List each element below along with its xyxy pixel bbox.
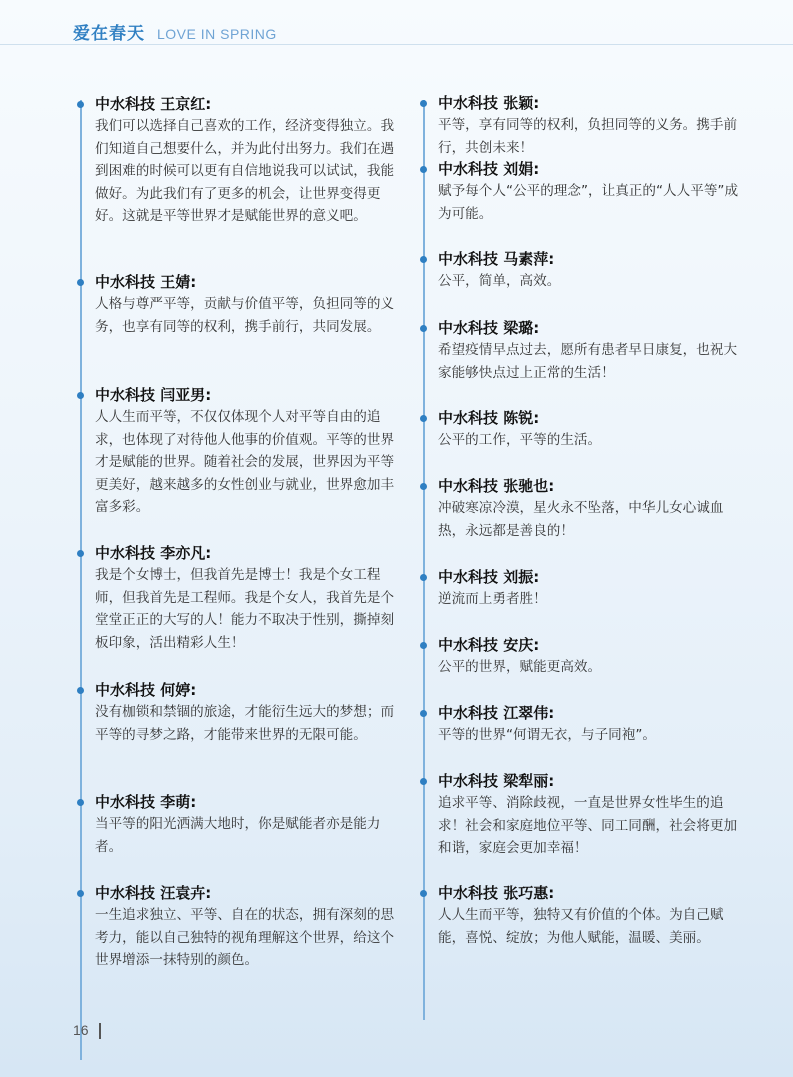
entry-text: 追求平等、消除歧视，一直是世界女性毕生的追求！社会和家庭地位平等、同工同酬，社会将更加和谐，家庭会更加幸福！ — [438, 795, 738, 856]
bullet-dot — [420, 483, 427, 490]
entry-text: 我们可以选择自己喜欢的工作，经济变得独立。我们知道自己想要什么，并为此付出努力。我们在遇到困难的时候可以更有自信地说我可以试试，我能做好。为此我们有了更多的机会，让世界变得更好。这就是平等世界才是赋能世界的意义吧。 — [95, 118, 395, 224]
list-item — [438, 407, 748, 452]
entry-name: 中水科技 梁璐: — [438, 319, 540, 337]
entry-text: 逆流而上勇者胜！ — [438, 591, 547, 607]
bullet-dot — [77, 392, 84, 399]
entry-name: 中水科技 王婧: — [95, 273, 197, 291]
page-header — [73, 19, 277, 44]
entry-name: 中水科技 何婷: — [95, 681, 197, 699]
bullet-dot — [420, 325, 427, 332]
list-item — [95, 679, 405, 746]
timeline-line — [423, 100, 425, 1020]
entry-name: 中水科技 王京红: — [95, 95, 212, 113]
list-item — [438, 702, 748, 747]
list-item — [95, 542, 405, 654]
bullet-dot — [420, 415, 427, 422]
bullet-dot — [77, 890, 84, 897]
entry-name: 中水科技 李亦凡: — [95, 544, 212, 562]
bullet-dot — [77, 799, 84, 806]
entry-text: 赋予每个人“公平的理念”，让真正的“人人平等”成为可能。 — [438, 183, 739, 222]
header-title-en: LOVE IN SPRING — [157, 26, 277, 42]
entry-text: 当平等的阳光洒满大地时，你是赋能者亦是能力者。 — [95, 816, 381, 855]
entry-name: 中水科技 张颖: — [438, 94, 540, 112]
list-item — [438, 248, 748, 293]
entry-text: 人人生而平等，独特又有价值的个体。为自己赋能，喜悦、绽放；为他人赋能，温暖、美丽。 — [438, 907, 724, 946]
bullet-dot — [77, 101, 84, 108]
list-item — [438, 634, 748, 679]
entry-name: 中水科技 梁犁丽: — [438, 772, 555, 790]
entry-name: 中水科技 刘振: — [438, 568, 540, 586]
bullet-dot — [77, 550, 84, 557]
entry-name: 中水科技 张巧惠: — [438, 884, 555, 902]
bullet-dot — [420, 166, 427, 173]
bullet-dot — [420, 642, 427, 649]
timeline-line — [80, 100, 82, 1060]
entry-text: 平等，享有同等的权利，负担同等的义务。携手前行，共创未来！ — [438, 117, 738, 156]
bullet-dot — [420, 778, 427, 785]
entry-name: 中水科技 刘娟: — [438, 160, 540, 178]
entry-text: 人人生而平等，不仅仅体现个人对平等自由的追求，也体现了对待他人他事的价值观。平等的世界才是赋能的世界。随着社会的发展，世界因为平等更美好，越来越多的女性创业与就业，世界愈加丰富多彩。 — [95, 409, 395, 515]
list-item — [438, 566, 748, 611]
entry-text: 我是个女博士，但我首先是博士！我是个女工程师，但我首先是工程师。我是个女人，我首先是个堂堂正正的大写的人！能力不取决于性别，撕掉刻板印象，活出精彩人生！ — [95, 567, 395, 651]
page-number-divider — [99, 1023, 101, 1039]
entry-text: 没有枷锁和禁锢的旅途，才能衍生远大的梦想；而平等的寻梦之路，才能带来世界的无限可能。 — [95, 704, 395, 743]
entry-text: 冲破寒凉冷漠，星火永不坠落，中华儿女心诚血热，永远都是善良的！ — [438, 500, 724, 539]
list-item — [95, 384, 405, 519]
entry-name: 中水科技 江翠伟: — [438, 704, 555, 722]
page-number: 16 — [73, 1022, 89, 1038]
header-title-cn: 爱在春天 — [73, 24, 145, 44]
entry-text: 人格与尊严平等，贡献与价值平等，负担同等的义务，也享有同等的权利，携手前行，共同发展。 — [95, 296, 395, 335]
list-item — [438, 317, 748, 384]
list-item — [438, 882, 748, 949]
entry-name: 中水科技 闫亚男: — [95, 386, 212, 404]
list-item — [95, 93, 405, 228]
entry-name: 中水科技 张驰也: — [438, 477, 555, 495]
entry-text: 希望疫情早点过去，愿所有患者早日康复，也祝大家能够快点过上正常的生活！ — [438, 342, 738, 381]
bullet-dot — [420, 890, 427, 897]
list-item — [95, 882, 405, 972]
bullet-dot — [420, 574, 427, 581]
list-item — [438, 158, 748, 225]
list-item — [438, 770, 748, 860]
entry-text: 公平的世界，赋能更高效。 — [438, 659, 602, 675]
entry-name: 中水科技 马素萍: — [438, 250, 555, 268]
bullet-dot — [420, 710, 427, 717]
entry-text: 一生追求独立、平等、自在的状态，拥有深刻的思考力，能以自己独特的视角理解这个世界，给这个世界增添一抹特别的颜色。 — [95, 907, 395, 968]
list-item — [438, 92, 748, 159]
header-divider — [0, 44, 793, 45]
entry-name: 中水科技 李萌: — [95, 793, 197, 811]
list-item — [438, 475, 748, 542]
bullet-dot — [77, 279, 84, 286]
list-item — [95, 791, 405, 858]
entry-name: 中水科技 汪袁卉: — [95, 884, 212, 902]
bullet-dot — [420, 100, 427, 107]
entry-text: 公平，简单，高效。 — [438, 273, 561, 289]
entry-name: 中水科技 陈锐: — [438, 409, 540, 427]
list-item — [95, 271, 405, 338]
bullet-dot — [420, 256, 427, 263]
entry-name: 中水科技 安庆: — [438, 636, 540, 654]
entry-text: 平等的世界“何谓无衣，与子同袍”。 — [438, 727, 656, 743]
bullet-dot — [77, 687, 84, 694]
entry-text: 公平的工作，平等的生活。 — [438, 432, 602, 448]
